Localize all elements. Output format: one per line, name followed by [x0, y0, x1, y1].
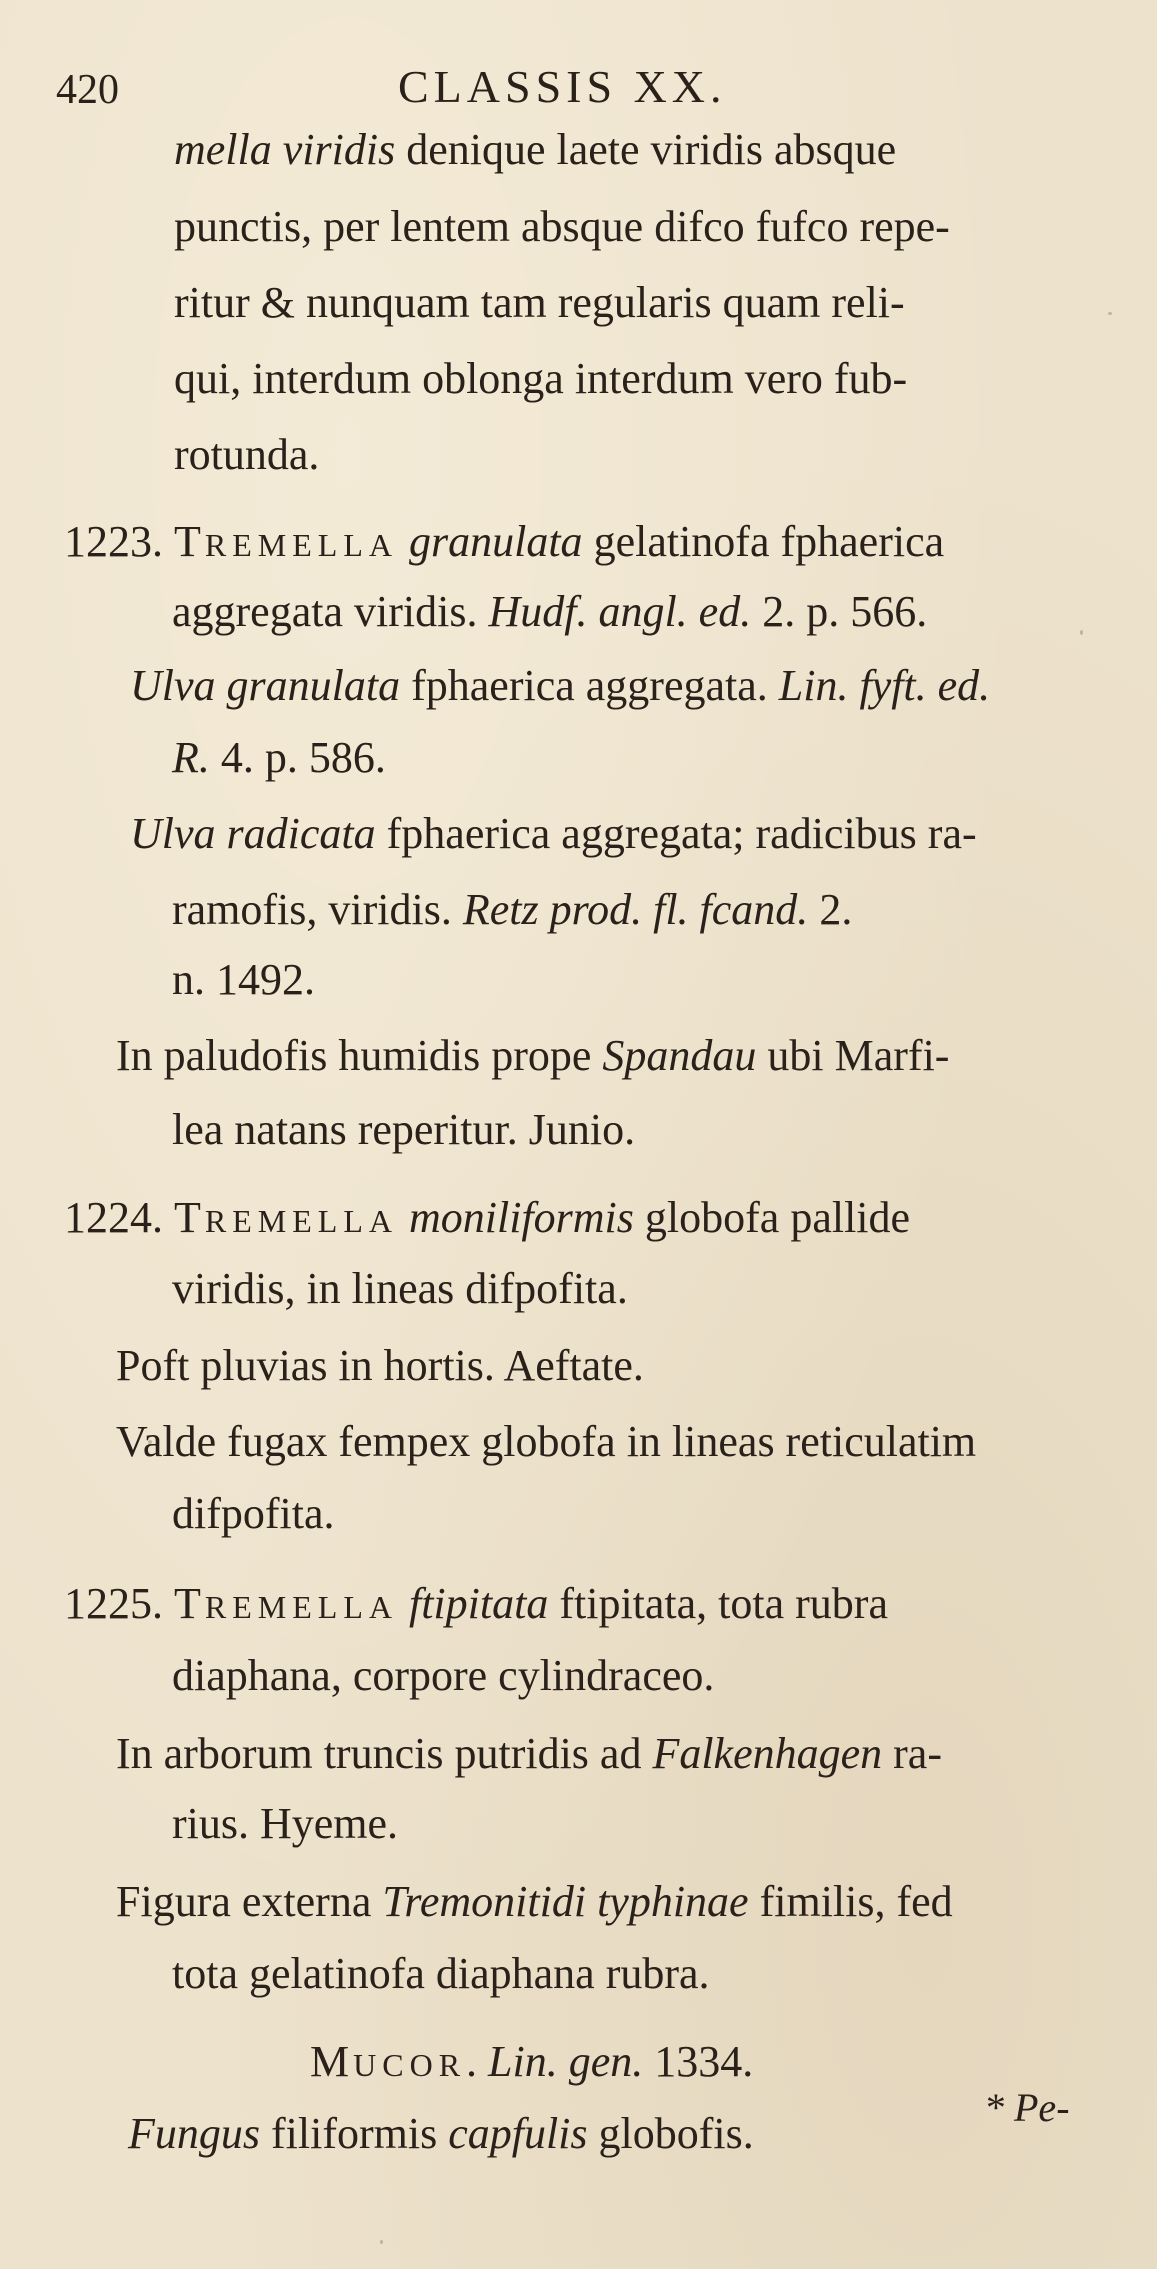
roman-text: In arborum truncis putridis ad [116, 1729, 653, 1778]
small-caps-text: T [174, 1579, 205, 1628]
roman-text: diaphana, corpore cylindraceo. [172, 1651, 715, 1700]
text-line [172, 955, 315, 1004]
text-line [310, 2037, 754, 2086]
small-caps-text: REMELLA [204, 527, 398, 563]
roman-text: 2. [808, 885, 853, 934]
small-caps-text: T [174, 517, 205, 566]
text-line [172, 885, 853, 934]
italic-text: R. [172, 733, 210, 782]
small-caps-text: M [310, 2037, 354, 2086]
paper-speck [1108, 312, 1112, 315]
roman-text: tota gelatinofa diaphana rubra. [172, 1949, 710, 1998]
italic-text: Falkenhagen [652, 1729, 883, 1778]
roman-text: fphaerica aggregata. [400, 661, 779, 710]
italic-text: Retz prod. fl. fcand. [462, 885, 809, 934]
text-line [130, 809, 977, 858]
text-line [172, 1949, 710, 1998]
roman-text: 1223. [64, 517, 174, 566]
roman-text: ubi Marfi- [756, 1031, 950, 1080]
text-line [64, 517, 945, 566]
text-line [116, 1417, 977, 1466]
text-line [116, 1341, 644, 1390]
italic-text: ftipitata [397, 1579, 549, 1628]
roman-text: denique laete viridis absque [395, 125, 897, 174]
small-caps-text: T [174, 1193, 205, 1242]
text-line [116, 1031, 950, 1080]
roman-text: punctis, per lentem absque difco fufco repe- [174, 202, 950, 251]
roman-text: fphaerica aggregata; radicibus ra- [375, 809, 977, 858]
roman-text: 1224. [64, 1193, 174, 1242]
page-number: 420 [56, 67, 119, 113]
roman-text: globofa pallide [633, 1193, 911, 1242]
roman-text: ftipitata, tota rubra [548, 1579, 888, 1628]
roman-text: 2. p. 566. [751, 587, 928, 636]
italic-text: Fungus [128, 2109, 260, 2158]
text-line [172, 733, 386, 782]
italic-text: capfulis [448, 2109, 588, 2158]
italic-text: Spandau [602, 1031, 757, 1080]
text-line [172, 1651, 715, 1700]
roman-text: Valde fugax fempex globofa in lineas reticulatim [116, 1417, 977, 1466]
roman-text: qui, interdum oblonga interdum vero fub- [174, 354, 908, 403]
text-line [174, 202, 950, 251]
roman-text: rius. Hyeme. [172, 1799, 399, 1848]
roman-text: 4. p. 586. [209, 733, 386, 782]
roman-text: Figura externa [116, 1877, 383, 1926]
italic-text: Ulva granulata [130, 661, 401, 710]
text-line [64, 1579, 888, 1628]
text-line [172, 1489, 335, 1538]
text-line [128, 2109, 754, 2158]
roman-text: globofis. [587, 2109, 754, 2158]
italic-text: Ulva radicata [130, 809, 376, 858]
text-line [172, 587, 928, 636]
roman-text: difpofita. [172, 1489, 335, 1538]
text-line [174, 354, 908, 403]
paper-speck [148, 1440, 152, 1444]
italic-text: granulata [397, 517, 583, 566]
text-line [116, 1729, 942, 1778]
roman-text: n. 1492. [172, 955, 315, 1004]
small-caps-text: REMELLA [204, 1589, 398, 1625]
italic-text: Tremonitidi typhinae [382, 1877, 749, 1926]
italic-text: moniliformis [397, 1193, 634, 1242]
italic-text: Lin. fyft. ed. [778, 661, 991, 710]
italic-text: Lin. gen. [488, 2037, 644, 2086]
text-line [172, 1264, 628, 1313]
roman-text: ra- [882, 1729, 942, 1778]
roman-text: fimilis, fed [748, 1877, 953, 1926]
paper-speck [1080, 630, 1083, 635]
text-line [172, 1105, 636, 1154]
roman-text: rotunda. [174, 430, 320, 479]
text-line [64, 1193, 911, 1242]
roman-text: In paludofis humidis prope [116, 1031, 603, 1080]
text-line [116, 1877, 953, 1926]
text-line [172, 1799, 399, 1848]
roman-text: viridis, in lineas difpofita. [172, 1264, 628, 1313]
roman-text: Poft pluvias in hortis. Aeftate. [116, 1341, 644, 1390]
roman-text: 1225. [64, 1579, 174, 1628]
roman-text: filiformis [260, 2109, 449, 2158]
paper-speck [380, 2240, 383, 2244]
italic-text: mella viridis [174, 125, 396, 174]
roman-text: ramofis, viridis. [172, 885, 463, 934]
text-line [174, 278, 905, 327]
italic-text: Hudf. angl. ed. [488, 587, 752, 636]
roman-text: . [466, 2037, 489, 2086]
roman-text: lea natans reperitur. Junio. [172, 1105, 636, 1154]
small-caps-text: UCOR [353, 2047, 467, 2083]
text-line [130, 661, 991, 710]
running-title: CLASSIS XX. [398, 61, 727, 112]
roman-text: aggregata viridis. [172, 587, 489, 636]
small-caps-text: REMELLA [204, 1203, 398, 1239]
roman-text: ritur & nunquam tam regularis quam reli- [174, 278, 905, 327]
catchword: * Pe- [984, 2085, 1070, 2130]
text-line [174, 430, 320, 479]
roman-text: gelatinofa fphaerica [582, 517, 945, 566]
text-line [174, 125, 897, 174]
roman-text: 1334. [643, 2037, 754, 2086]
